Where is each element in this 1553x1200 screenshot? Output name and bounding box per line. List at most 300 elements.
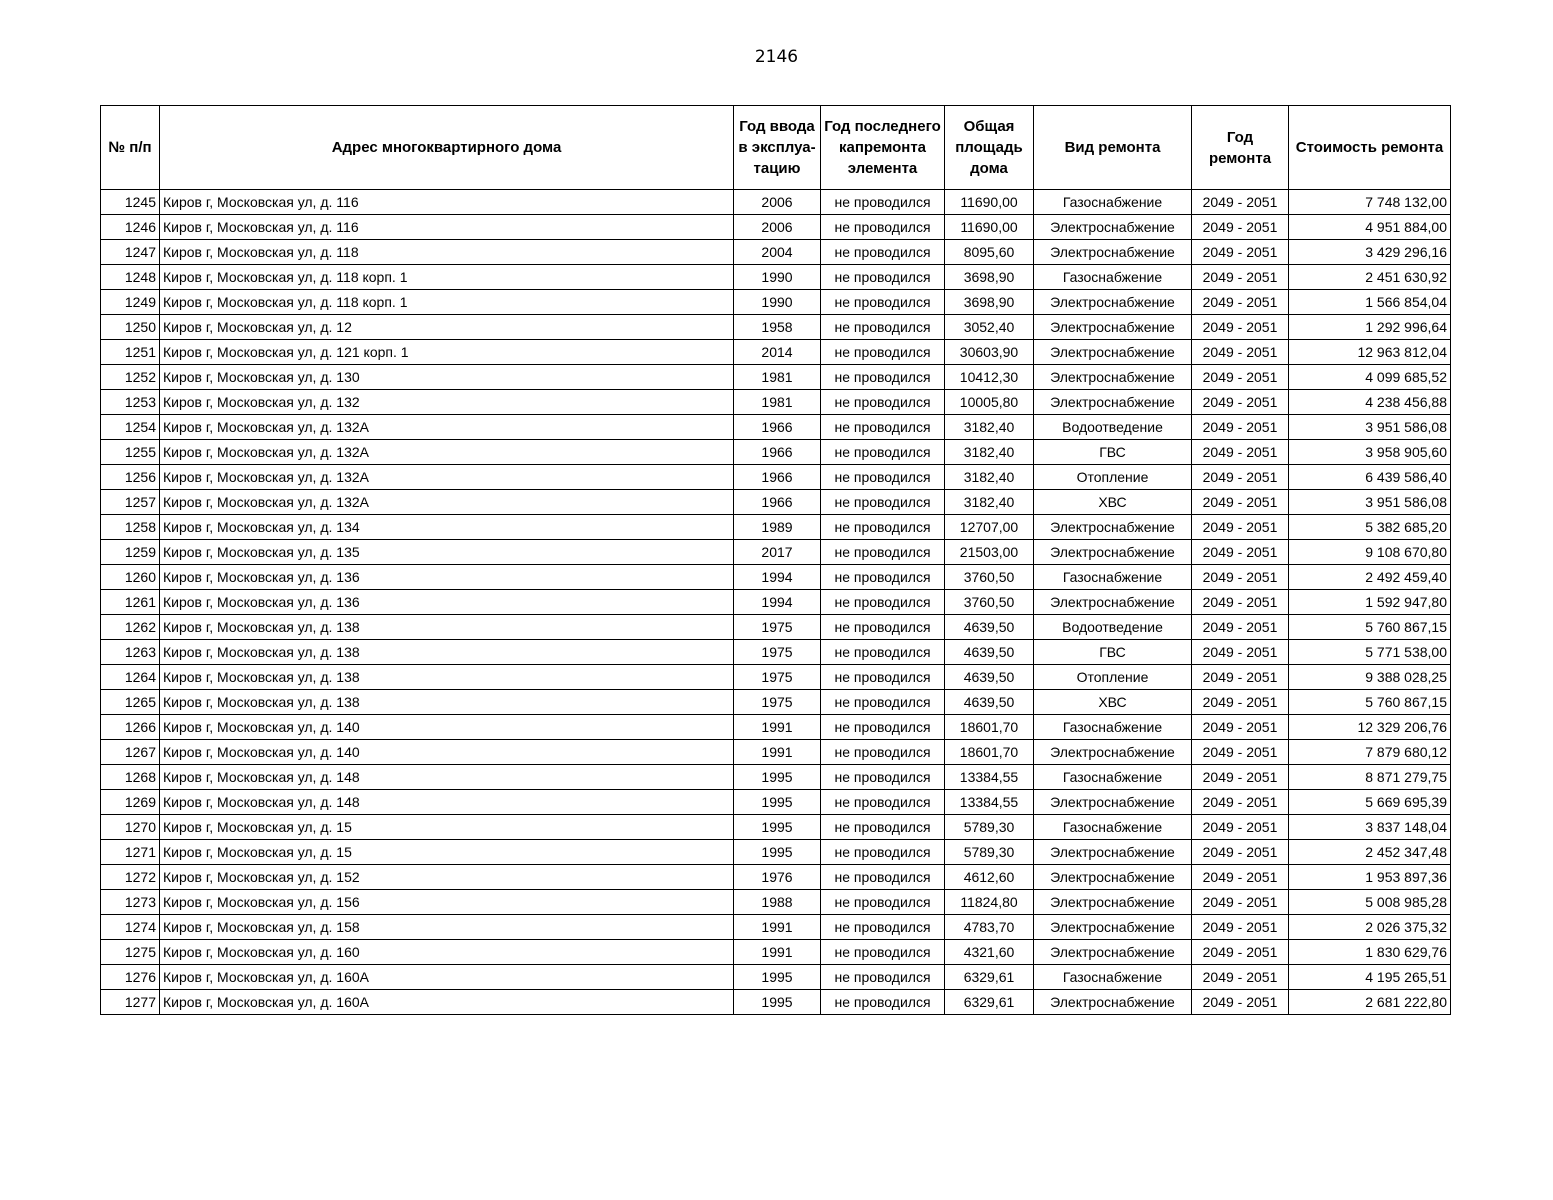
cell-area: 3182,40 — [945, 415, 1034, 440]
cell-repair-year: 2049 - 2051 — [1192, 865, 1289, 890]
cell-num: 1250 — [101, 315, 160, 340]
cell-repair-year: 2049 - 2051 — [1192, 840, 1289, 865]
cell-repair-type: Электроснабжение — [1034, 940, 1192, 965]
table-row — [101, 540, 1451, 565]
table-row — [101, 865, 1451, 890]
cell-year-built: 1975 — [734, 690, 821, 715]
cell-last-repair: не проводился — [821, 540, 945, 565]
cell-num: 1276 — [101, 965, 160, 990]
cell-repair-year: 2049 - 2051 — [1192, 390, 1289, 415]
table-row — [101, 740, 1451, 765]
table-row — [101, 715, 1451, 740]
cell-area: 21503,00 — [945, 540, 1034, 565]
cell-repair-year: 2049 - 2051 — [1192, 540, 1289, 565]
cell-repair-year: 2049 - 2051 — [1192, 640, 1289, 665]
cell-repair-type: ГВС — [1034, 440, 1192, 465]
table-row — [101, 340, 1451, 365]
cell-repair-type: Электроснабжение — [1034, 865, 1192, 890]
cell-cost: 5 771 538,00 — [1289, 640, 1451, 665]
cell-cost: 2 492 459,40 — [1289, 565, 1451, 590]
cell-last-repair: не проводился — [821, 665, 945, 690]
table-row — [101, 465, 1451, 490]
cell-last-repair: не проводился — [821, 315, 945, 340]
cell-year-built: 1995 — [734, 990, 821, 1015]
cell-year-built: 1995 — [734, 790, 821, 815]
cell-repair-type: Электроснабжение — [1034, 315, 1192, 340]
cell-repair-year: 2049 - 2051 — [1192, 965, 1289, 990]
cell-address: Киров г, Московская ул, д. 138 — [160, 615, 734, 640]
cell-address: Киров г, Московская ул, д. 136 — [160, 590, 734, 615]
cell-num: 1265 — [101, 690, 160, 715]
cell-num: 1254 — [101, 415, 160, 440]
cell-address: Киров г, Московская ул, д. 121 корп. 1 — [160, 340, 734, 365]
cell-repair-year: 2049 - 2051 — [1192, 740, 1289, 765]
cell-address: Киров г, Московская ул, д. 152 — [160, 865, 734, 890]
table-row — [101, 765, 1451, 790]
cell-area: 3182,40 — [945, 465, 1034, 490]
cell-last-repair: не проводился — [821, 440, 945, 465]
cell-repair-type: Газоснабжение — [1034, 965, 1192, 990]
cell-last-repair: не проводился — [821, 415, 945, 440]
cell-year-built: 1994 — [734, 565, 821, 590]
cell-area: 5789,30 — [945, 840, 1034, 865]
cell-cost: 5 008 985,28 — [1289, 890, 1451, 915]
cell-num: 1263 — [101, 640, 160, 665]
cell-repair-year: 2049 - 2051 — [1192, 340, 1289, 365]
cell-address: Киров г, Московская ул, д. 135 — [160, 540, 734, 565]
cell-cost: 8 871 279,75 — [1289, 765, 1451, 790]
cell-last-repair: не проводился — [821, 740, 945, 765]
cell-cost: 6 439 586,40 — [1289, 465, 1451, 490]
cell-area: 4639,50 — [945, 615, 1034, 640]
cell-num: 1267 — [101, 740, 160, 765]
cell-area: 3182,40 — [945, 490, 1034, 515]
cell-year-built: 1966 — [734, 415, 821, 440]
cell-num: 1260 — [101, 565, 160, 590]
cell-num: 1248 — [101, 265, 160, 290]
cell-year-built: 1990 — [734, 290, 821, 315]
cell-num: 1264 — [101, 665, 160, 690]
header-address: Адрес многоквартирного дома — [160, 106, 734, 190]
cell-cost: 3 951 586,08 — [1289, 415, 1451, 440]
cell-num: 1257 — [101, 490, 160, 515]
cell-cost: 3 951 586,08 — [1289, 490, 1451, 515]
cell-cost: 12 329 206,76 — [1289, 715, 1451, 740]
cell-repair-year: 2049 - 2051 — [1192, 265, 1289, 290]
cell-area: 13384,55 — [945, 790, 1034, 815]
cell-area: 6329,61 — [945, 990, 1034, 1015]
cell-address: Киров г, Московская ул, д. 116 — [160, 190, 734, 215]
table-row — [101, 615, 1451, 640]
cell-area: 10005,80 — [945, 390, 1034, 415]
cell-address: Киров г, Московская ул, д. 118 — [160, 240, 734, 265]
cell-cost: 3 837 148,04 — [1289, 815, 1451, 840]
cell-last-repair: не проводился — [821, 640, 945, 665]
cell-cost: 5 669 695,39 — [1289, 790, 1451, 815]
cell-last-repair: не проводился — [821, 290, 945, 315]
cell-last-repair: не проводился — [821, 515, 945, 540]
cell-last-repair: не проводился — [821, 690, 945, 715]
cell-num: 1273 — [101, 890, 160, 915]
table-row — [101, 990, 1451, 1015]
table-row — [101, 365, 1451, 390]
cell-area: 11690,00 — [945, 190, 1034, 215]
cell-last-repair: не проводился — [821, 590, 945, 615]
cell-cost: 12 963 812,04 — [1289, 340, 1451, 365]
cell-repair-year: 2049 - 2051 — [1192, 665, 1289, 690]
table-row — [101, 265, 1451, 290]
cell-address: Киров г, Московская ул, д. 138 — [160, 640, 734, 665]
cell-repair-year: 2049 - 2051 — [1192, 465, 1289, 490]
cell-cost: 1 592 947,80 — [1289, 590, 1451, 615]
cell-year-built: 1995 — [734, 965, 821, 990]
cell-cost: 9 388 028,25 — [1289, 665, 1451, 690]
cell-year-built: 1991 — [734, 940, 821, 965]
cell-address: Киров г, Московская ул, д. 140 — [160, 715, 734, 740]
cell-year-built: 1966 — [734, 490, 821, 515]
cell-cost: 2 452 347,48 — [1289, 840, 1451, 865]
table-row — [101, 590, 1451, 615]
cell-last-repair: не проводился — [821, 865, 945, 890]
cell-repair-type: Электроснабжение — [1034, 590, 1192, 615]
header-repair-year: Год ремонта — [1192, 106, 1289, 190]
table-row — [101, 565, 1451, 590]
cell-year-built: 2004 — [734, 240, 821, 265]
cell-area: 3698,90 — [945, 290, 1034, 315]
cell-area: 6329,61 — [945, 965, 1034, 990]
cell-repair-type: Электроснабжение — [1034, 290, 1192, 315]
cell-area: 4321,60 — [945, 940, 1034, 965]
table-row — [101, 290, 1451, 315]
cell-last-repair: не проводился — [821, 840, 945, 865]
cell-repair-year: 2049 - 2051 — [1192, 790, 1289, 815]
cell-cost: 9 108 670,80 — [1289, 540, 1451, 565]
cell-repair-type: Электроснабжение — [1034, 240, 1192, 265]
cell-cost: 4 099 685,52 — [1289, 365, 1451, 390]
cell-num: 1255 — [101, 440, 160, 465]
cell-repair-year: 2049 - 2051 — [1192, 490, 1289, 515]
cell-repair-year: 2049 - 2051 — [1192, 990, 1289, 1015]
cell-year-built: 1981 — [734, 365, 821, 390]
cell-last-repair: не проводился — [821, 615, 945, 640]
cell-address: Киров г, Московская ул, д. 132 — [160, 390, 734, 415]
cell-repair-type: Водоотведение — [1034, 415, 1192, 440]
cell-last-repair: не проводился — [821, 215, 945, 240]
cell-repair-type: Электроснабжение — [1034, 340, 1192, 365]
cell-repair-type: Газоснабжение — [1034, 265, 1192, 290]
table-row — [101, 940, 1451, 965]
cell-last-repair: не проводился — [821, 765, 945, 790]
cell-last-repair: не проводился — [821, 490, 945, 515]
cell-cost: 5 760 867,15 — [1289, 690, 1451, 715]
cell-last-repair: не проводился — [821, 790, 945, 815]
cell-last-repair: не проводился — [821, 340, 945, 365]
cell-address: Киров г, Московская ул, д. 116 — [160, 215, 734, 240]
cell-num: 1277 — [101, 990, 160, 1015]
table-row — [101, 190, 1451, 215]
cell-cost: 2 026 375,32 — [1289, 915, 1451, 940]
table-row — [101, 840, 1451, 865]
cell-year-built: 1995 — [734, 765, 821, 790]
cell-num: 1246 — [101, 215, 160, 240]
table-row — [101, 790, 1451, 815]
cell-address: Киров г, Московская ул, д. 148 — [160, 790, 734, 815]
cell-address: Киров г, Московская ул, д. 156 — [160, 890, 734, 915]
cell-repair-type: ХВС — [1034, 490, 1192, 515]
cell-repair-type: ХВС — [1034, 690, 1192, 715]
cell-num: 1258 — [101, 515, 160, 540]
cell-repair-type: Газоснабжение — [1034, 190, 1192, 215]
cell-year-built: 1994 — [734, 590, 821, 615]
cell-year-built: 1966 — [734, 440, 821, 465]
cell-year-built: 1966 — [734, 465, 821, 490]
cell-cost: 1 292 996,64 — [1289, 315, 1451, 340]
cell-address: Киров г, Московская ул, д. 140 — [160, 740, 734, 765]
cell-repair-year: 2049 - 2051 — [1192, 290, 1289, 315]
cell-last-repair: не проводился — [821, 890, 945, 915]
cell-area: 12707,00 — [945, 515, 1034, 540]
cell-address: Киров г, Московская ул, д. 134 — [160, 515, 734, 540]
cell-num: 1270 — [101, 815, 160, 840]
cell-year-built: 1975 — [734, 615, 821, 640]
header-last-repair: Год последнего капремонта элемента — [821, 106, 945, 190]
cell-address: Киров г, Московская ул, д. 132А — [160, 415, 734, 440]
cell-cost: 3 429 296,16 — [1289, 240, 1451, 265]
cell-repair-type: Газоснабжение — [1034, 565, 1192, 590]
cell-cost: 1 566 854,04 — [1289, 290, 1451, 315]
cell-cost: 2 681 222,80 — [1289, 990, 1451, 1015]
cell-cost: 1 953 897,36 — [1289, 865, 1451, 890]
repair-table — [100, 105, 1451, 1015]
cell-area: 18601,70 — [945, 715, 1034, 740]
cell-repair-type: Электроснабжение — [1034, 390, 1192, 415]
header-area: Общая площадь дома — [945, 106, 1034, 190]
cell-repair-year: 2049 - 2051 — [1192, 715, 1289, 740]
cell-year-built: 1958 — [734, 315, 821, 340]
cell-num: 1247 — [101, 240, 160, 265]
cell-area: 4639,50 — [945, 690, 1034, 715]
cell-year-built: 1975 — [734, 665, 821, 690]
cell-cost: 2 451 630,92 — [1289, 265, 1451, 290]
cell-area: 3760,50 — [945, 590, 1034, 615]
cell-address: Киров г, Московская ул, д. 138 — [160, 665, 734, 690]
cell-repair-year: 2049 - 2051 — [1192, 215, 1289, 240]
cell-last-repair: не проводился — [821, 715, 945, 740]
cell-num: 1271 — [101, 840, 160, 865]
cell-cost: 5 760 867,15 — [1289, 615, 1451, 640]
cell-last-repair: не проводился — [821, 265, 945, 290]
cell-area: 8095,60 — [945, 240, 1034, 265]
cell-repair-year: 2049 - 2051 — [1192, 515, 1289, 540]
cell-repair-type: Газоснабжение — [1034, 715, 1192, 740]
cell-cost: 3 958 905,60 — [1289, 440, 1451, 465]
cell-repair-year: 2049 - 2051 — [1192, 615, 1289, 640]
cell-address: Киров г, Московская ул, д. 132А — [160, 465, 734, 490]
cell-repair-year: 2049 - 2051 — [1192, 440, 1289, 465]
cell-address: Киров г, Московская ул, д. 158 — [160, 915, 734, 940]
cell-num: 1249 — [101, 290, 160, 315]
cell-repair-type: Водоотведение — [1034, 615, 1192, 640]
cell-last-repair: не проводился — [821, 390, 945, 415]
cell-repair-type: Газоснабжение — [1034, 815, 1192, 840]
cell-year-built: 1991 — [734, 715, 821, 740]
cell-year-built: 1989 — [734, 515, 821, 540]
cell-repair-year: 2049 - 2051 — [1192, 190, 1289, 215]
cell-year-built: 2014 — [734, 340, 821, 365]
cell-address: Киров г, Московская ул, д. 138 — [160, 690, 734, 715]
cell-last-repair: не проводился — [821, 940, 945, 965]
table-row — [101, 515, 1451, 540]
table-row — [101, 915, 1451, 940]
cell-last-repair: не проводился — [821, 915, 945, 940]
cell-num: 1261 — [101, 590, 160, 615]
cell-last-repair: не проводился — [821, 565, 945, 590]
cell-repair-type: Электроснабжение — [1034, 990, 1192, 1015]
cell-last-repair: не проводился — [821, 990, 945, 1015]
cell-address: Киров г, Московская ул, д. 130 — [160, 365, 734, 390]
cell-year-built: 2017 — [734, 540, 821, 565]
cell-repair-year: 2049 - 2051 — [1192, 890, 1289, 915]
table-row — [101, 390, 1451, 415]
cell-area: 4783,70 — [945, 915, 1034, 940]
cell-year-built: 1991 — [734, 915, 821, 940]
table-row — [101, 640, 1451, 665]
cell-year-built: 2006 — [734, 215, 821, 240]
cell-num: 1251 — [101, 340, 160, 365]
cell-address: Киров г, Московская ул, д. 160А — [160, 990, 734, 1015]
cell-cost: 1 830 629,76 — [1289, 940, 1451, 965]
table-row — [101, 240, 1451, 265]
cell-num: 1269 — [101, 790, 160, 815]
cell-area: 18601,70 — [945, 740, 1034, 765]
cell-address: Киров г, Московская ул, д. 12 — [160, 315, 734, 340]
cell-cost: 7 748 132,00 — [1289, 190, 1451, 215]
cell-last-repair: не проводился — [821, 965, 945, 990]
table-row — [101, 690, 1451, 715]
cell-area: 4612,60 — [945, 865, 1034, 890]
cell-num: 1275 — [101, 940, 160, 965]
cell-repair-year: 2049 - 2051 — [1192, 765, 1289, 790]
cell-address: Киров г, Московская ул, д. 132А — [160, 440, 734, 465]
cell-cost: 4 238 456,88 — [1289, 390, 1451, 415]
cell-year-built: 1981 — [734, 390, 821, 415]
cell-repair-type: Электроснабжение — [1034, 790, 1192, 815]
cell-year-built: 1975 — [734, 640, 821, 665]
cell-address: Киров г, Московская ул, д. 118 корп. 1 — [160, 265, 734, 290]
cell-cost: 7 879 680,12 — [1289, 740, 1451, 765]
cell-last-repair: не проводился — [821, 365, 945, 390]
cell-area: 3182,40 — [945, 440, 1034, 465]
cell-area: 3698,90 — [945, 265, 1034, 290]
cell-repair-type: Электроснабжение — [1034, 915, 1192, 940]
cell-repair-year: 2049 - 2051 — [1192, 315, 1289, 340]
cell-repair-type: Газоснабжение — [1034, 765, 1192, 790]
cell-repair-type: ГВС — [1034, 640, 1192, 665]
cell-last-repair: не проводился — [821, 190, 945, 215]
cell-repair-year: 2049 - 2051 — [1192, 940, 1289, 965]
cell-repair-year: 2049 - 2051 — [1192, 415, 1289, 440]
cell-year-built: 2006 — [734, 190, 821, 215]
cell-area: 4639,50 — [945, 640, 1034, 665]
cell-num: 1252 — [101, 365, 160, 390]
table-row — [101, 440, 1451, 465]
cell-area: 11824,80 — [945, 890, 1034, 915]
cell-year-built: 1995 — [734, 815, 821, 840]
cell-cost: 4 195 265,51 — [1289, 965, 1451, 990]
cell-num: 1256 — [101, 465, 160, 490]
page-number: 2146 — [754, 47, 799, 67]
cell-address: Киров г, Московская ул, д. 15 — [160, 840, 734, 865]
cell-repair-type: Электроснабжение — [1034, 890, 1192, 915]
cell-num: 1262 — [101, 615, 160, 640]
cell-area: 30603,90 — [945, 340, 1034, 365]
cell-address: Киров г, Московская ул, д. 132А — [160, 490, 734, 515]
cell-cost: 5 382 685,20 — [1289, 515, 1451, 540]
cell-repair-type: Электроснабжение — [1034, 840, 1192, 865]
cell-address: Киров г, Московская ул, д. 15 — [160, 815, 734, 840]
cell-repair-year: 2049 - 2051 — [1192, 565, 1289, 590]
cell-area: 5789,30 — [945, 815, 1034, 840]
cell-year-built: 1976 — [734, 865, 821, 890]
cell-num: 1259 — [101, 540, 160, 565]
cell-last-repair: не проводился — [821, 465, 945, 490]
cell-repair-year: 2049 - 2051 — [1192, 240, 1289, 265]
cell-repair-type: Отопление — [1034, 665, 1192, 690]
table-row — [101, 315, 1451, 340]
cell-num: 1266 — [101, 715, 160, 740]
cell-address: Киров г, Московская ул, д. 136 — [160, 565, 734, 590]
cell-address: Киров г, Московская ул, д. 118 корп. 1 — [160, 290, 734, 315]
cell-repair-type: Электроснабжение — [1034, 215, 1192, 240]
cell-address: Киров г, Московская ул, д. 160 — [160, 940, 734, 965]
cell-area: 4639,50 — [945, 665, 1034, 690]
table-row — [101, 890, 1451, 915]
cell-last-repair: не проводился — [821, 815, 945, 840]
cell-area: 3760,50 — [945, 565, 1034, 590]
table-row — [101, 665, 1451, 690]
header-cost: Стоимость ремонта — [1289, 106, 1451, 190]
cell-repair-type: Электроснабжение — [1034, 540, 1192, 565]
cell-repair-year: 2049 - 2051 — [1192, 365, 1289, 390]
cell-repair-year: 2049 - 2051 — [1192, 915, 1289, 940]
cell-year-built: 1988 — [734, 890, 821, 915]
cell-area: 10412,30 — [945, 365, 1034, 390]
header-year-built: Год ввода в эксплуа-тацию — [734, 106, 821, 190]
table-row — [101, 490, 1451, 515]
header-row — [101, 106, 1451, 190]
header-num: № п/п — [101, 106, 160, 190]
cell-num: 1274 — [101, 915, 160, 940]
cell-repair-year: 2049 - 2051 — [1192, 690, 1289, 715]
cell-area: 3052,40 — [945, 315, 1034, 340]
cell-address: Киров г, Московская ул, д. 160А — [160, 965, 734, 990]
cell-last-repair: не проводился — [821, 240, 945, 265]
cell-num: 1245 — [101, 190, 160, 215]
cell-year-built: 1995 — [734, 840, 821, 865]
cell-area: 11690,00 — [945, 215, 1034, 240]
cell-cost: 4 951 884,00 — [1289, 215, 1451, 240]
cell-year-built: 1990 — [734, 265, 821, 290]
cell-repair-year: 2049 - 2051 — [1192, 815, 1289, 840]
table-row — [101, 815, 1451, 840]
cell-repair-year: 2049 - 2051 — [1192, 590, 1289, 615]
table-row — [101, 965, 1451, 990]
cell-area: 13384,55 — [945, 765, 1034, 790]
cell-repair-type: Электроснабжение — [1034, 740, 1192, 765]
cell-num: 1253 — [101, 390, 160, 415]
table-row — [101, 415, 1451, 440]
cell-repair-type: Электроснабжение — [1034, 515, 1192, 540]
